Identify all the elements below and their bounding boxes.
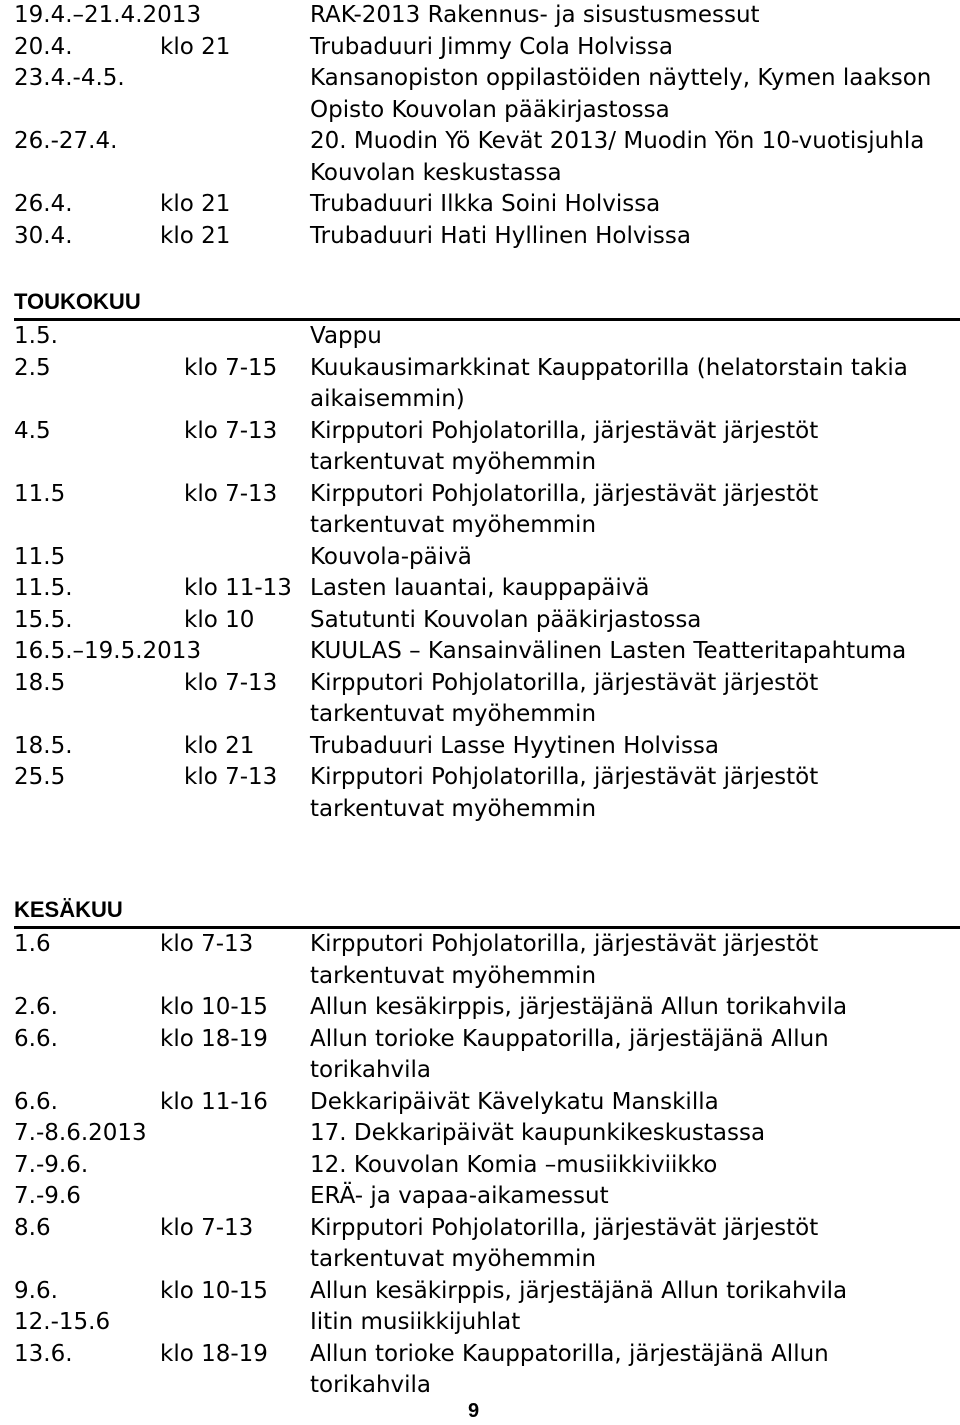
event-date: 11.5. <box>14 575 73 601</box>
event-time: klo 7-13 <box>184 480 278 507</box>
april-events-section <box>14 0 960 252</box>
event-time: klo 21 <box>160 191 231 217</box>
event-date: 9.6. <box>14 1277 58 1304</box>
event-date: 18.5. <box>14 732 73 759</box>
event-description: ERÄ- ja vapaa-aikamessut <box>310 1183 609 1209</box>
section-heading-may: TOUKOKUU <box>14 288 960 321</box>
event-description: Trubaduuri Hati Hyllinen Holvissa <box>310 222 691 249</box>
event-description: 20. Muodin Yö Kevät 2013/ Muodin Yön 10-vuotisjuhla Kouvolan keskustassa <box>310 128 925 186</box>
may-events-section <box>14 288 960 825</box>
event-description: Kirpputori Pohjolatorilla, järjestävät järjestöt tarkentuvat myöhemmin <box>310 669 819 727</box>
event-description: Allun kesäkirppis, järjestäjänä Allun torikahvila <box>310 1277 848 1304</box>
event-time: klo 7-13 <box>160 931 254 957</box>
event-row <box>14 1276 960 1308</box>
event-description: Kirpputori Pohjolatorilla, järjestävät järjestöt tarkentuvat myöhemmin <box>310 764 819 822</box>
event-date: 25.5 <box>14 764 66 790</box>
event-row <box>14 1307 960 1339</box>
event-time: klo 10-15 <box>160 994 268 1020</box>
event-date: 6.6. <box>14 1025 58 1052</box>
event-date: 20.4. <box>14 33 73 60</box>
event-time: klo 11-13 <box>184 575 292 601</box>
event-time: klo 10 <box>184 606 255 633</box>
event-date: 16.5.–19.5.2013 <box>14 638 202 664</box>
event-date: 19.4.–21.4.2013 <box>14 2 202 28</box>
event-description: 12. Kouvolan Komia –musiikkiviikko <box>310 1151 718 1178</box>
event-description: Allun torioke Kauppatorilla, järjestäjänä Allun torikahvila <box>310 1025 829 1083</box>
event-time: klo 7-13 <box>184 764 278 790</box>
event-date: 8.6 <box>14 1214 51 1241</box>
event-row <box>14 0 960 32</box>
event-description: Lasten lauantai, kauppapäivä <box>310 575 650 601</box>
event-date: 23.4.-4.5. <box>14 65 125 91</box>
event-description: Trubaduuri Lasse Hyytinen Holvissa <box>310 732 720 759</box>
event-date: 1.6 <box>14 931 51 957</box>
event-time: klo 7-13 <box>184 669 278 696</box>
event-time: klo 11-16 <box>160 1088 268 1115</box>
event-date: 7.-9.6 <box>14 1183 81 1209</box>
event-description: Kansanopiston oppilastöiden näyttely, Kymen laakson Opisto Kouvolan pääkirjastossa <box>310 65 932 123</box>
event-row <box>14 605 960 637</box>
event-date: 30.4. <box>14 222 73 249</box>
event-date: 2.6. <box>14 994 58 1020</box>
event-date: 12.-15.6 <box>14 1309 111 1335</box>
event-description: KUULAS – Kansainvälinen Lasten Teatteritapahtuma <box>310 638 907 664</box>
event-date: 26.-27.4. <box>14 128 118 154</box>
event-date: 18.5 <box>14 669 66 696</box>
event-date: 15.5. <box>14 606 73 633</box>
event-date: 7.-9.6. <box>14 1151 89 1178</box>
page-number: 9 <box>468 1400 480 1422</box>
event-row <box>14 1181 960 1213</box>
event-row <box>14 573 960 605</box>
event-row <box>14 636 960 668</box>
event-time: klo 7-15 <box>184 354 278 381</box>
event-description: Kirpputori Pohjolatorilla, järjestävät järjestöt tarkentuvat myöhemmin <box>310 480 819 538</box>
event-row <box>14 762 960 825</box>
event-row <box>14 1150 960 1182</box>
event-description: Kuukausimarkkinat Kauppatorilla (helatorstain takia aikaisemmin) <box>310 354 908 412</box>
event-description: Kirpputori Pohjolatorilla, järjestävät järjestöt tarkentuvat myöhemmin <box>310 1214 819 1272</box>
event-description: Allun torioke Kauppatorilla, järjestäjänä Allun torikahvila <box>310 1340 829 1398</box>
event-row <box>14 63 960 126</box>
event-date: 26.4. <box>14 191 73 217</box>
event-description: Kirpputori Pohjolatorilla, järjestävät järjestöt tarkentuvat myöhemmin <box>310 417 819 475</box>
event-row <box>14 731 960 763</box>
event-time: klo 18-19 <box>160 1340 268 1367</box>
event-row <box>14 189 960 221</box>
event-row <box>14 1339 960 1402</box>
event-row <box>14 992 960 1024</box>
event-time: klo 21 <box>160 33 231 60</box>
event-date: 13.6. <box>14 1340 73 1367</box>
event-time: klo 7-13 <box>184 417 278 444</box>
event-row <box>14 1024 960 1087</box>
event-time: klo 21 <box>184 732 255 759</box>
event-date: 11.5 <box>14 543 66 570</box>
event-row <box>14 353 960 416</box>
event-description: Kirpputori Pohjolatorilla, järjestävät järjestöt tarkentuvat myöhemmin <box>310 931 819 989</box>
event-description: Iitin musiikkijuhlat <box>310 1309 521 1335</box>
event-time: klo 10-15 <box>160 1277 268 1304</box>
event-row <box>14 929 960 992</box>
event-description: Allun kesäkirppis, järjestäjänä Allun torikahvila <box>310 994 848 1020</box>
event-description: Trubaduuri Jimmy Cola Holvissa <box>310 33 673 60</box>
event-time: klo 21 <box>160 222 231 249</box>
event-description: Trubaduuri Ilkka Soini Holvissa <box>310 191 661 217</box>
event-row <box>14 542 960 574</box>
event-date: 11.5 <box>14 480 66 507</box>
event-row <box>14 126 960 189</box>
event-date: 2.5 <box>14 354 51 381</box>
event-description: Dekkaripäivät Kävelykatu Manskilla <box>310 1088 719 1115</box>
section-heading-june: KESÄKUU <box>14 896 960 929</box>
event-time: klo 7-13 <box>160 1214 254 1241</box>
event-row <box>14 416 960 479</box>
event-row <box>14 1087 960 1119</box>
event-description: Kouvola-päivä <box>310 543 472 570</box>
event-date: 4.5 <box>14 417 51 444</box>
event-row <box>14 221 960 253</box>
june-events-section <box>14 896 960 1402</box>
event-row <box>14 668 960 731</box>
event-row <box>14 1118 960 1150</box>
event-date: 1.5. <box>14 323 58 349</box>
event-time: klo 18-19 <box>160 1025 268 1052</box>
event-date: 6.6. <box>14 1088 58 1115</box>
event-row <box>14 32 960 64</box>
event-row <box>14 479 960 542</box>
event-description: Vappu <box>310 323 382 349</box>
event-description: RAK-2013 Rakennus- ja sisustusmessut <box>310 2 760 28</box>
event-date: 7.-8.6.2013 <box>14 1120 147 1146</box>
event-row <box>14 321 960 353</box>
event-row <box>14 1213 960 1276</box>
event-description: 17. Dekkaripäivät kaupunkikeskustassa <box>310 1120 766 1146</box>
event-description: Satutunti Kouvolan pääkirjastossa <box>310 606 702 633</box>
